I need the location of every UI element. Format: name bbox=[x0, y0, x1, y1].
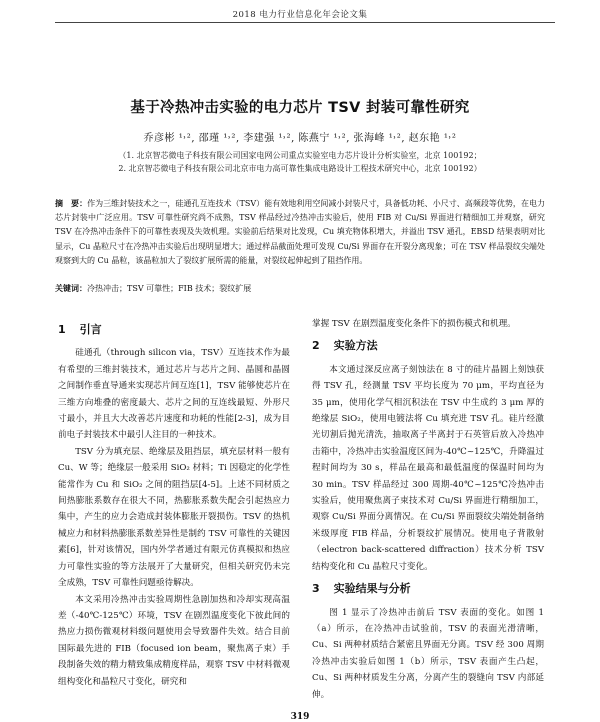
section-heading-intro bbox=[58, 322, 290, 338]
keywords-label: 关键词： bbox=[55, 283, 87, 293]
section-title: 引言 bbox=[79, 323, 102, 336]
left-column bbox=[58, 316, 290, 690]
paragraph-intro-1: 硅通孔（through silicon via，TSV）互连技术作为最有希望的三维封装技术，通过芯片与芯片之间、晶圆和晶圆之间制作垂直导通来实现芯片间互连[1]，TSV 能够使芯片在三维方向堆叠的密度最大、芯片之间的互连线最短、外形尺寸最小，并且大大改善芯片速度和功耗的性能[2-3]，成为目前电子封装技术中最引人注目的一种技术。 bbox=[58, 348, 290, 441]
paragraph-results: 图 1 显示了冷热冲击前后 TSV 表面的变化。如图 1（a）所示，在冷热冲击试验前，TSV 的表面光滑清晰，Cu、Si 两种材质结合紧密且界面无分离。TSV 经 300 周期冷热冲击实验后如图 1（b）所示，TSV 表面产生凸起，Cu、Si 两种材质发生分离，分离产生的裂缝向 TSV 内部延伸。 bbox=[312, 607, 544, 700]
author-list: 乔彦彬 ¹˒², 邵瑾 ¹˒², 李建强 ¹˒², 陈燕宁 ¹˒², 张海峰 ¹˒², 赵东艳 ¹˒² bbox=[143, 133, 457, 144]
paragraph-method: 本文通过深反应离子刻蚀法在 8 寸的硅片晶圆上刻蚀获得 TSV 孔，经测量 TSV 平均长度为 70 μm，平均直径为 35 μm，使用化学气相沉积法在 TSV 中生成约 3 μm 厚的绝缘层 SiO₂，使用电镀法将 Cu 填充进 TSV 孔。硅片经激光切割后抛光清洗，抽取离子半离封于石英管后放入冷热冲击箱中，冷热冲击实验温度区间为-40℃~125℃，升降温过程时间均为 30 s，样品在最高和最低温度的保温时间均为 30 min。TSV 样品经过 300 周期-40℃~125℃冷热冲击实验后，使用聚焦离子束技术对 Cu/Si 界面进行精细加工，观察 Cu/Si 界面分离情况。在 Cu/Si 界面裂纹尖端处制备纳米级厚度 FIB 样品，分析裂纹扩展情况。使用电子背散射（electron back-scattered diffraction）技术分析 TSV 结构变化和 Cu 晶粒尺寸变化。 bbox=[312, 364, 544, 572]
keywords bbox=[55, 283, 545, 294]
section-number: 2 bbox=[312, 339, 320, 353]
section-heading-results bbox=[312, 581, 544, 597]
keywords-text: 冷热冲击；TSV 可靠性；FIB 技术；裂纹扩展 bbox=[87, 284, 252, 293]
page-number: 319 bbox=[290, 712, 310, 722]
right-column bbox=[312, 316, 544, 703]
paper-title: 基于冷热冲击实验的电力芯片 TSV 封装可靠性研究 bbox=[130, 100, 470, 116]
section-number: 3 bbox=[312, 582, 320, 596]
paragraph-intro-continued: 掌握 TSV 在剧烈温度变化条件下的损伤模式和机理。 bbox=[312, 319, 516, 329]
section-title: 实验结果与分析 bbox=[333, 582, 411, 596]
running-head: 2018 电力行业信息化年会论文集 bbox=[232, 10, 368, 20]
affiliation-1: （1. 北京智芯微电子科技有限公司国家电网公司重点实验室电力芯片设计分析实验室，北京 100192； bbox=[118, 151, 482, 160]
affiliation-2: 2. 北京智芯微电子科技有限公司北京市电力高可靠性集成电路设计工程技术研究中心，北京 100192） bbox=[118, 164, 482, 173]
abstract-text: 作为三维封装技术之一，硅通孔互连技术（TSV）能有效地利用空间减小封装尺寸，具备低功耗、小尺寸、高频段等优势，在电力芯片封装中广泛应用。TSV 可靠性研究尚不成熟，TSV 样品经过冷热冲击实验后，使用 FIB 对 Cu/Si 界面进行精细加工并观察，研究 TSV 在冷热冲击条件下的可靠性表现及失效机理。实验前后结果对比发现，Cu 填充物体积增大，并溢出 TSV 通孔，EBSD 结果表明对比显示，Cu 晶粒尺寸在冷热冲击实验后出现明显增大；通过样品截面处理可发现 Cu/Si 界面存在开裂分离现象；可在 TSV 样品裂纹尖端处观察到大的 Cu 晶粒，该晶粒加大了裂纹扩展所需的能量，对裂纹起伸起到了阻挡作用。 bbox=[55, 199, 546, 265]
section-heading-method bbox=[312, 338, 544, 354]
section-number: 1 bbox=[58, 323, 66, 336]
paragraph-intro-3: 本文采用冷热冲击实验周期性急剧加热和冷却实现高温差（-40℃-125℃）环境，TSV 在剧烈温度变化下彼此间的热应力损伤微观材料级问题使用会导致器件失效。结合目前国际最先进的 FIB（focused ion beam，聚焦离子束）手段制备失效的精力精致集成精度样品，观察 TSV 中材料微观组构变化和晶粒尺寸变化，研究和 bbox=[58, 594, 290, 687]
section-title: 实验方法 bbox=[333, 339, 378, 353]
abstract-label: 摘 要： bbox=[55, 198, 88, 208]
paragraph-intro-2: TSV 分为填充层、绝缘层及阻挡层，填充层材料一般有 Cu、W 等；绝缘层一般采用 SiO₂ 材料；Ti 因稳定的化学性能常作为 Cu 和 SiO₂ 之间的阻挡层[4-5]。上述不同材质之间热膨胀系数存在很大不同，热膨胀系数失配会引起热应力集中，产生的应力会造成封装体膨胀开裂损伤。TSV 的热机械应力和材料热膨胀系数差异性是制约 TSV 可靠性的关键因素[6]，针对该情况，国内外学者通过有限元仿真模拟和热应力可靠性实验的等方法展开了大量研究，但相关研究仍未完全成熟，TSV 可靠性问题亟待解决。 bbox=[58, 446, 290, 589]
header-rule bbox=[55, 22, 555, 23]
abstract bbox=[55, 196, 545, 268]
